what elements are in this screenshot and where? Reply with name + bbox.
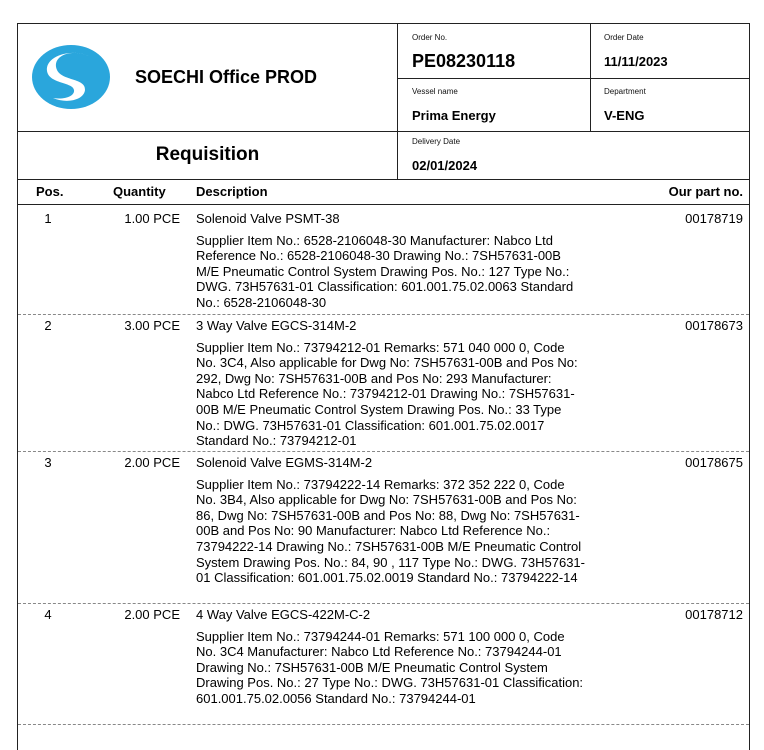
header-divider-h-2	[18, 131, 749, 132]
item-description	[196, 318, 586, 449]
item-pos: 2	[44, 318, 52, 333]
item-quantity: 1.00 PCE	[124, 211, 180, 226]
vessel-name-label: Vessel name	[412, 87, 458, 96]
column-header-part-no: Our part no.	[668, 184, 743, 199]
item-quantity: 2.00 PCE	[124, 455, 180, 470]
column-header-pos: Pos.	[36, 184, 64, 199]
item-name: Solenoid Valve PSMT-38	[196, 211, 340, 226]
item-details: Supplier Item No.: 73794212-01 Remarks: 571 040 000 0, Code No. 3C4, Also applicable for Dwg No: 7SH57631-00B and Pos No: 292, Dwg No: 7SH57631-00B and Pos No: 293 Manufacturer: Nabco Ltd Reference No.: 73794212-01 Drawing No.: 7SH57631-00B M/E Pneumatic Control System Drawing Pos. No.: 33 Type No.: DWG. 73H57631-01 Classification: 601.001.75.02.0017 Standard No.: 73794212-01	[196, 339, 578, 449]
soechi-logo-icon	[31, 44, 111, 110]
item-description	[196, 211, 586, 311]
item-pos: 3	[44, 455, 52, 470]
header-divider-h-1	[397, 78, 749, 79]
item-part-no: 00178675	[685, 455, 743, 470]
item-name: 3 Way Valve EGCS-314M-2	[196, 318, 357, 333]
item-part-no: 00178712	[685, 607, 743, 622]
item-details: Supplier Item No.: 6528-2106048-30 Manufacturer: Nabco Ltd Reference No.: 6528-2106048-30 Drawing No.: 7SH57631-00B M/E Pneumatic Control System Drawing Pos. No.: 127 Type No.: DWG. 73H57631-01 Classification: 601.001.75.02.0063 Standard No.: 6528-2106048-30	[196, 232, 574, 310]
row-separator	[18, 314, 749, 315]
row-separator	[18, 451, 749, 452]
row-separator	[18, 724, 749, 725]
item-name: Solenoid Valve EGMS-314M-2	[196, 455, 373, 470]
item-part-no: 00178719	[685, 211, 743, 226]
column-header-underline	[18, 204, 749, 205]
item-description	[196, 455, 586, 586]
item-details: Supplier Item No.: 73794222-14 Remarks: 372 352 222 0, Code No. 3B4, Also applicable for Dwg No: 7SH57631-00B and Pos No: 86, Dwg No: 7SH57631-00B and Pos No: 88, Dwg No: 7SH57631-00B and Pos No: 90 Manufacturer: Nabco Ltd Reference No.: 73794222-14 Drawing No.: 7SH57631-00B M/E Pneumatic Control System Drawing Pos. No.: 84, 90 , 117 Type No.: DWG. 73H57631-01 Classification: 601.001.75.02.0019 Standard No.: 73794222-14	[196, 476, 585, 586]
item-details: Supplier Item No.: 73794244-01 Remarks: 571 100 000 0, Code No. 3C4 Manufacturer: Nabco Ltd Reference No.: 73794244-01 Drawing No.: 7SH57631-00B M/E Pneumatic Control System Drawing Pos. No.: 27 Type No.: DWG. 73H57631-01 Classification: 601.001.75.02.0056 Standard No.: 73794244-01	[196, 628, 584, 706]
order-no-label: Order No.	[412, 33, 448, 42]
order-no-value: PE08230118	[412, 51, 516, 71]
header-divider-vertical-1	[397, 24, 398, 179]
header-divider-h-3	[18, 179, 749, 180]
delivery-date-value: 02/01/2024	[412, 158, 478, 173]
page-title: Requisition	[155, 144, 260, 165]
item-part-no: 00178673	[685, 318, 743, 333]
requisition-document	[17, 23, 750, 750]
row-separator	[18, 603, 749, 604]
column-header-description: Description	[196, 184, 268, 199]
department-value: V-ENG	[604, 108, 645, 123]
vessel-name-value: Prima Energy	[412, 108, 496, 123]
item-name: 4 Way Valve EGCS-422M-C-2	[196, 607, 371, 622]
item-description	[196, 607, 586, 707]
item-quantity: 2.00 PCE	[124, 607, 180, 622]
item-quantity: 3.00 PCE	[124, 318, 180, 333]
delivery-date-label: Delivery Date	[412, 137, 461, 146]
item-pos: 4	[44, 607, 52, 622]
department-label: Department	[604, 87, 646, 96]
column-header-quantity: Quantity	[113, 184, 166, 199]
item-pos: 1	[44, 211, 52, 226]
company-name: SOECHI Office PROD	[135, 67, 318, 87]
order-date-label: Order Date	[604, 33, 644, 42]
order-date-value: 11/11/2023	[604, 54, 668, 69]
